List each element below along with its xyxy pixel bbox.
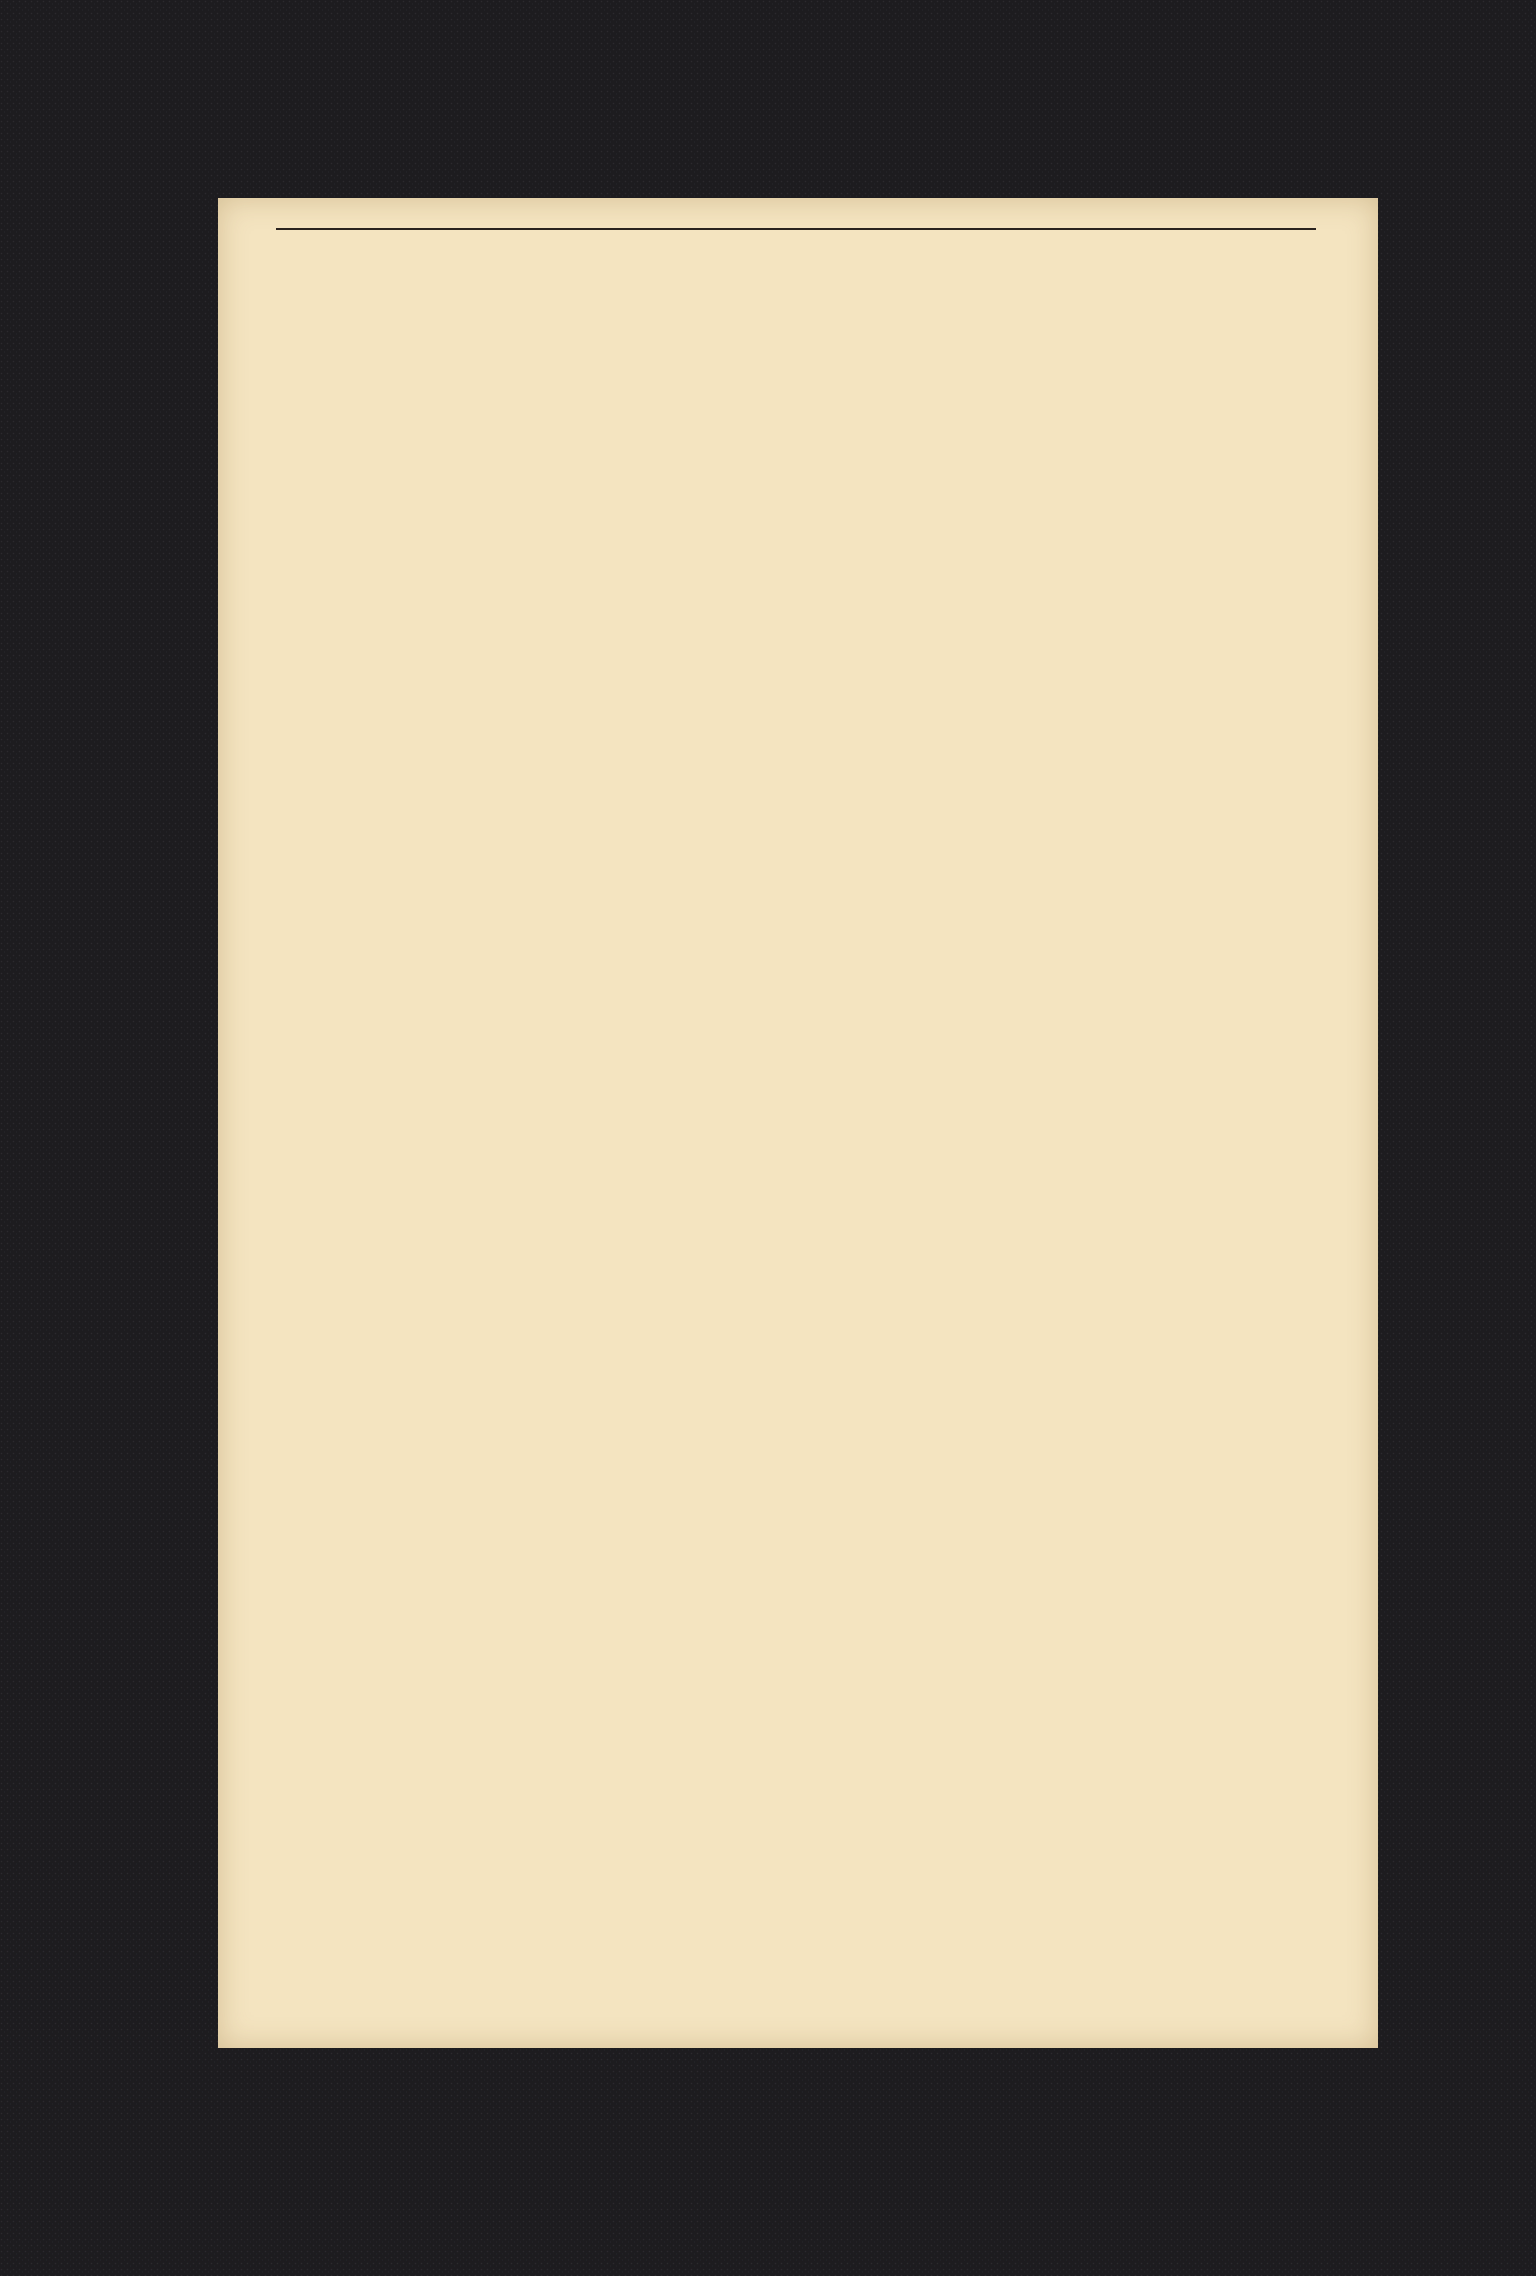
footnote-separator — [276, 228, 1316, 230]
page-sheet — [218, 198, 1378, 2048]
